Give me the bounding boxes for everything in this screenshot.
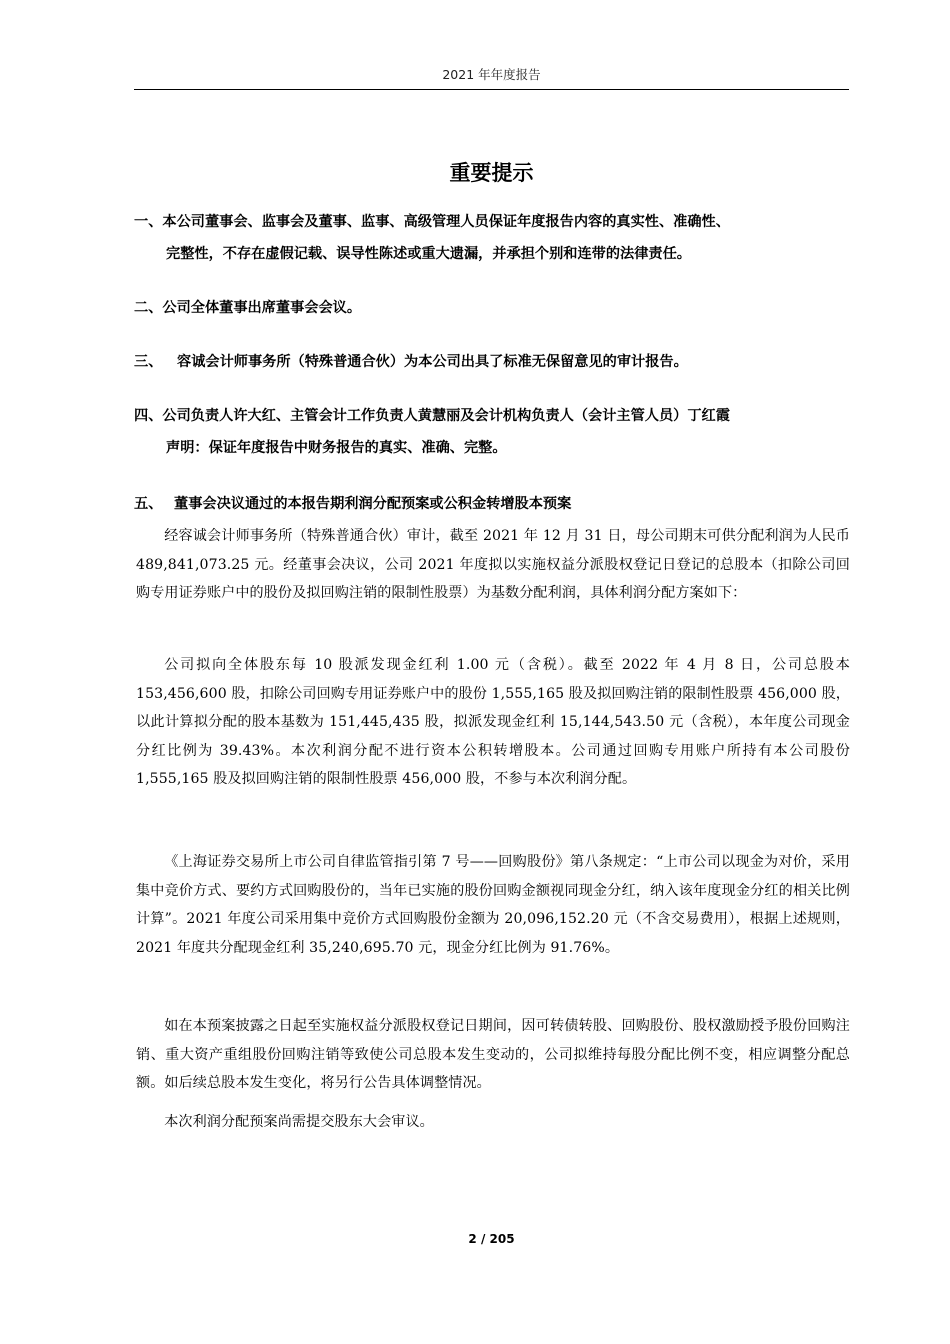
page-title: 重要提示 [449, 161, 534, 185]
page-number: 2 / 205 [468, 1232, 515, 1246]
item-text-line1: 公司全体董事出席董事会会议。 [162, 300, 362, 316]
item-text-line2: 完整性，不存在虚假记载、误导性陈述或重大遗漏，并承担个别和连带的法律责任。 [166, 246, 691, 262]
item-number: 四、 [134, 408, 163, 424]
item-text-line1: 公司负责人许大红、主管会计工作负责人黄慧丽及会计机构负责人（会计主管人员）丁红霞 [162, 408, 730, 424]
report-header: 2021 年年度报告 [442, 67, 541, 82]
header-divider [134, 89, 849, 90]
item-number: 二、 [134, 300, 163, 316]
body-paragraph-buyback-rule: 《上海证券交易所上市公司自律监管指引第 7 号——回购股份》第八条规定：“上市公司以现金为对价，采用集中竞价方式、要约方式回购股份的，当年已实施的股份回购金额视同现金分红，纳入该年度现金分红的相关比例计算”。2021 年度公司采用集中竞价方式回购股份金额为 20,096,152.20 元（不含交易费用），根据上述规则，2021 年度共分配现金红利 35,240,695.70 元，现金分红比例为 91.76%。 [136, 854, 850, 956]
body-paragraph-approval: 本次利润分配预案尚需提交股东大会审议。 [164, 1114, 434, 1130]
item-text-line1: 本公司董事会、监事会及董事、监事、高级管理人员保证年度报告内容的真实性、准确性、 [162, 214, 730, 230]
item-text-line1: 容诚会计师事务所（特殊普通合伙）为本公司出具了标准无保留意见的审计报告。 [177, 354, 688, 370]
body-paragraph-audit: 经容诚会计师事务所（特殊普通合伙）审计，截至 2021 年 12 月 31 日，母公司期末可供分配利润为人民币 489,841,073.25 元。经董事会决议，公司 2021 年度拟以实施权益分派股权登记日登记的总股本（扣除公司回购专用证券账户中的股份及拟回购注销的限制性股票）为基数分配利润，具体利润分配方案如下： [136, 528, 850, 602]
item-text-line1: 董事会决议通过的本报告期利润分配预案或公积金转增股本预案 [174, 496, 572, 512]
item-text-line2: 声明：保证年度报告中财务报告的真实、准确、完整。 [166, 440, 507, 456]
item-number: 一、 [134, 214, 163, 230]
item-number: 五、 [134, 496, 163, 512]
body-paragraph-dividend-plan: 公司拟向全体股东每 10 股派发现金红利 1.00 元（含税）。截至 2022 年 4 月 8 日，公司总股本 153,456,600 股，扣除公司回购专用证券账户中的股份 1,555,165 股及拟回购注销的限制性股票 456,000 股，以此计算拟分配的股本基数为 151,445,435 股，拟派发现金红利 15,144,543.50 元（含税），本年度公司现金分红比例为 39.43%。本次利润分配不进行资本公积转增股本。公司通过回购专用账户所持有本公司股份 1,555,165 股及拟回购注销的限制性股票 456,000 股，不参与本次利润分配。 [136, 657, 850, 788]
item-number: 三、 [134, 354, 163, 370]
body-paragraph-adjustment: 如在本预案披露之日起至实施权益分派股权登记日期间，因可转债转股、回购股份、股权激励授予股份回购注销、重大资产重组股份回购注销等致使公司总股本发生变动的，公司拟维持每股分配比例不变，相应调整分配总额。如后续总股本发生变化，将另行公告具体调整情况。 [136, 1018, 850, 1092]
